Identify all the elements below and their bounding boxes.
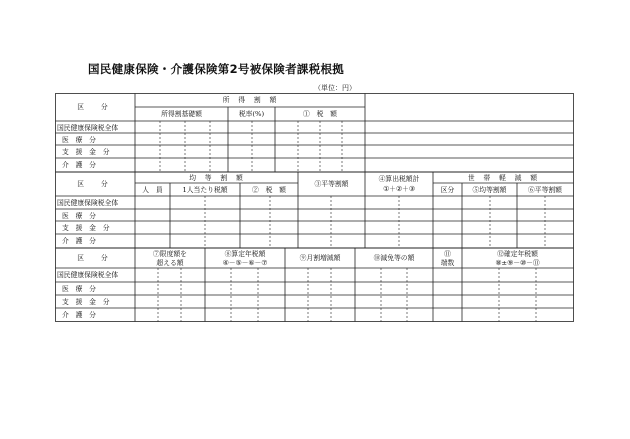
s1-col-tax: ① 税 額: [303, 110, 337, 118]
s2-row-support: 支 援 金 分: [62, 224, 110, 232]
s2-flat-header: ③平等割額: [314, 180, 349, 188]
s3-fraction-2: 端数: [440, 259, 455, 267]
s2-calc-header-2: ①＋②＋③: [383, 185, 415, 193]
s2-col-flat: ⑥平等割額: [528, 186, 562, 194]
s3-limit-2: 超える額: [156, 259, 184, 267]
s1-row-header: 区 分: [77, 103, 113, 111]
s3-annual-1: ⑧算定年税額: [224, 250, 266, 258]
s3-limit-1: ⑦限度額を: [153, 250, 187, 258]
s1-row-care: 介 護 分: [62, 161, 96, 169]
s3-final-1: ⑫確定年税額: [497, 250, 538, 258]
s2-row-header: 区 分: [77, 180, 113, 188]
s2-col-tax: ② 税 額: [252, 186, 286, 194]
s2-equal-header: 均 等 割 額: [189, 174, 244, 182]
s3-row-medical: 医 療 分: [62, 285, 96, 293]
s2-col-persons: 人 員: [142, 186, 163, 194]
s1-col-rate: 税率(%): [238, 110, 265, 118]
s2-row-medical: 医 療 分: [62, 212, 96, 220]
s2-calc-header-1: ④算出税額計: [378, 175, 420, 183]
unit-note: （単位：円）: [314, 84, 356, 92]
s2-col-equal: ⑤均等割額: [472, 186, 507, 194]
s1-row-medical: 医 療 分: [62, 136, 96, 144]
s3-exempt: ⑩減免等の額: [373, 254, 415, 262]
s2-col-class: 区分: [440, 186, 455, 194]
s3-annual-2: ④－⑤－⑥－⑦: [222, 259, 268, 267]
s1-income-header: 所 得 割 額: [222, 96, 278, 104]
s2-row-total: 国民健康保険税全体: [57, 199, 119, 207]
s3-row-care: 介 護 分: [62, 311, 96, 319]
s2-col-per-person: 1人当たり税額: [182, 186, 228, 194]
s3-monthly: ⑨月割増減額: [299, 254, 341, 262]
s3-row-support: 支 援 金 分: [62, 298, 110, 306]
page-title: 国民健康保険・介護保険第2号被保険者課税根拠: [88, 62, 345, 76]
s1-row-total: 国民健康保険税全体: [57, 124, 119, 132]
s2-row-care: 介 護 分: [62, 237, 96, 245]
table-frame: [56, 94, 574, 322]
s3-final-2: ⑧±⑨－⑩－⑪: [495, 259, 540, 267]
s3-fraction-1: ⑪: [444, 250, 451, 258]
s2-reduce-header: 世 帯 軽 減 額: [467, 174, 539, 182]
s3-row-total: 国民健康保険税全体: [57, 271, 119, 279]
s1-row-support: 支 援 金 分: [62, 148, 110, 156]
s1-col-base: 所得割基礎額: [161, 110, 202, 118]
s3-row-header: 区 分: [77, 254, 113, 262]
